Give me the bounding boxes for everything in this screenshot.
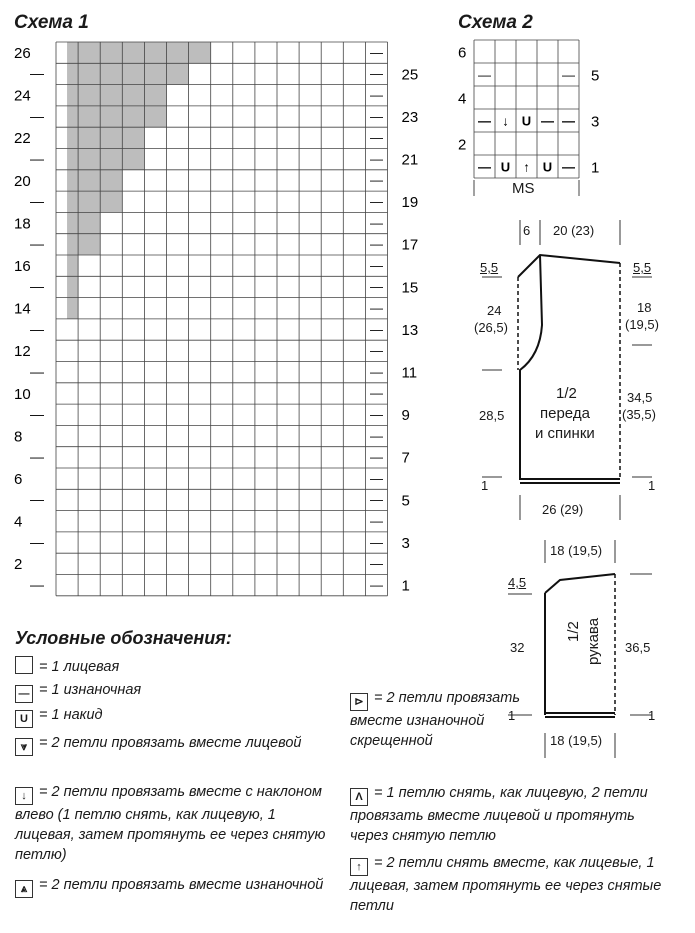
stitch-symbol: — xyxy=(478,159,491,175)
purl-cell: — xyxy=(369,449,383,465)
row-label: 2 xyxy=(458,136,467,154)
svg-text:—: — xyxy=(29,320,44,337)
front-right-18-alt: (19,5) xyxy=(625,317,659,332)
stitch-symbol: ↓ xyxy=(502,113,509,129)
front-right-34-5: 34,5 xyxy=(627,390,653,405)
purl-cell: — xyxy=(369,279,383,295)
front-left-24-alt: (26,5) xyxy=(474,320,508,335)
row-label: 16 xyxy=(14,257,31,275)
legend-p2tog: ⩓ = 2 петли провязать вместе изнаночной xyxy=(15,875,335,898)
row-label: 12 xyxy=(14,343,31,361)
row-label: 14 xyxy=(14,300,31,318)
front-top-6: 6 xyxy=(523,223,531,238)
scheme1-title: Схема 1 xyxy=(14,12,89,33)
front-center-2: переда xyxy=(540,405,590,422)
row-label: 20 xyxy=(14,172,31,190)
svg-text:—: — xyxy=(29,448,44,465)
sk2p-icon: Λ xyxy=(350,788,368,806)
front-bottom-left-1: 1 xyxy=(481,478,489,493)
legend-ssk: ↓ = 2 петли провязать вместе с наклоном влево (1 петлю снять, как лицевую, 1 лицевая, затем протянуть ее через снятую петлю) xyxy=(15,784,326,863)
row-label: 24 xyxy=(14,87,31,105)
scheme2-title: Схема 2 xyxy=(458,12,533,33)
stitch-symbol: ↑ xyxy=(523,159,530,175)
front-left-28-5: 28,5 xyxy=(479,408,505,423)
front-right-18: 18 xyxy=(637,300,652,315)
purl-cell: — xyxy=(369,44,383,60)
purl-cell: — xyxy=(369,66,383,82)
row-label: 1 xyxy=(591,159,600,177)
purl-cell: — xyxy=(369,257,383,273)
row-label: 10 xyxy=(14,385,31,403)
purl-cell: — xyxy=(369,300,383,316)
row-label: 11 xyxy=(401,364,418,382)
purl-cell: — xyxy=(369,428,383,444)
legend-yo: U = 1 накид xyxy=(15,705,335,728)
purl-cell: — xyxy=(369,556,383,572)
purl-dash-icon: — xyxy=(15,685,33,703)
front-bottom-width: 26 (29) xyxy=(542,502,584,517)
front-bottom-right-1: 1 xyxy=(648,478,656,493)
svg-text:—: — xyxy=(29,406,44,423)
row-label: 23 xyxy=(401,108,419,126)
sleeve-top-width: 18 (19,5) xyxy=(550,543,603,558)
sleeve-bottom-left-1: 1 xyxy=(508,708,516,723)
purl-cell: — xyxy=(369,407,383,423)
row-label: 26 xyxy=(14,44,31,62)
svg-text:—: — xyxy=(29,278,44,295)
yarn-over-icon: U xyxy=(15,710,33,728)
svg-text:—: — xyxy=(29,576,44,593)
front-right-5-5: 5,5 xyxy=(633,260,652,275)
row-label: 6 xyxy=(458,44,467,62)
stitch-symbol: — xyxy=(541,113,554,129)
front-schematic xyxy=(470,215,690,525)
svg-text:—: — xyxy=(29,491,44,508)
row-label: 19 xyxy=(401,194,419,212)
row-label: 4 xyxy=(14,513,23,531)
svg-text:—: — xyxy=(29,533,44,550)
sleeve-bottom-right-1: 1 xyxy=(648,708,656,723)
purl-cell: — xyxy=(369,513,383,529)
row-label: 17 xyxy=(401,236,419,254)
front-center-1: 1/2 xyxy=(556,385,577,402)
purl-cell: — xyxy=(369,492,383,508)
row-label: 4 xyxy=(458,90,467,108)
purl-cell: — xyxy=(369,236,383,252)
legend-k2tog: ⩔ = 2 петли провязать вместе лицевой xyxy=(15,733,335,756)
purl-cell: — xyxy=(369,108,383,124)
purl-cell: — xyxy=(369,194,383,210)
svg-text:—: — xyxy=(29,193,44,210)
k2tog-icon: ⩔ xyxy=(15,738,33,756)
purl-cell: — xyxy=(369,151,383,167)
svg-text:—: — xyxy=(29,65,44,82)
purl-cell: — xyxy=(369,172,383,188)
purl-cell: — xyxy=(369,534,383,550)
legend-knit: = 1 лицевая xyxy=(15,656,335,677)
row-label: 22 xyxy=(14,130,31,148)
stitch-symbol: U xyxy=(542,159,553,175)
front-left-24: 24 xyxy=(487,303,502,318)
purl-cell: — xyxy=(478,67,491,83)
p2tog-icon: ⩓ xyxy=(15,880,33,898)
purl-cell: — xyxy=(369,87,383,103)
scheme2-chart xyxy=(452,38,600,198)
row-label: 3 xyxy=(401,534,410,552)
stitch-symbol: — xyxy=(478,113,491,129)
svg-text:—: — xyxy=(29,363,44,380)
purl-cell: — xyxy=(369,343,383,359)
row-label: 9 xyxy=(401,407,410,425)
row-label: 15 xyxy=(401,279,419,297)
legend-sk2p: Λ = 1 петлю снять, как лицевую, 2 петли провязать вместе лицевой и протянуть через снятую петлю xyxy=(350,785,648,844)
row-label: 2 xyxy=(14,556,23,574)
p2tog-tbl-icon: ⊳ xyxy=(350,693,368,711)
row-label: 3 xyxy=(591,113,600,131)
row-label: 8 xyxy=(14,428,23,446)
row-label: 18 xyxy=(14,215,31,233)
row-label: 6 xyxy=(14,470,23,488)
row-label: 21 xyxy=(401,151,419,169)
scheme1-chart xyxy=(8,38,438,598)
ms-label: MS xyxy=(512,180,535,197)
stitch-symbol: — xyxy=(562,159,575,175)
purl-cell: — xyxy=(369,321,383,337)
svg-text:—: — xyxy=(29,235,44,252)
stitch-symbol: U xyxy=(521,113,532,129)
sleeve-left-32: 32 xyxy=(510,640,525,655)
ssk-icon: ↓ xyxy=(15,787,33,805)
purl-cell: — xyxy=(369,215,383,231)
legend-title: Условные обозначения: xyxy=(15,628,232,648)
legend-p2tog-tbl: ⊳ = 2 петли провязать вместе изнаночной скрещенной xyxy=(350,690,520,749)
row-label: 13 xyxy=(401,321,419,339)
row-label: 1 xyxy=(401,577,410,595)
legend-s2kp: ↑ = 2 петли снять вместе, как лицевые, 1 лицевая, затем протянуть ее через снятые петли xyxy=(350,855,662,914)
purl-cell: — xyxy=(369,130,383,146)
sleeve-left-4-5: 4,5 xyxy=(508,575,527,590)
purl-cell: — xyxy=(369,385,383,401)
svg-text:—: — xyxy=(29,150,44,167)
row-label: 5 xyxy=(401,492,410,510)
knit-square-icon xyxy=(15,656,33,674)
front-center-3: и спинки xyxy=(535,425,595,442)
front-top-20: 20 (23) xyxy=(553,223,595,238)
legend-purl: — = 1 изнаночная xyxy=(15,680,335,703)
purl-cell: — xyxy=(369,364,383,380)
stitch-symbol: U xyxy=(500,159,511,175)
s2kp-icon: ↑ xyxy=(350,858,368,876)
sleeve-center-2: рукава xyxy=(585,617,602,665)
purl-cell: — xyxy=(369,470,383,486)
sleeve-right-36-5: 36,5 xyxy=(625,640,651,655)
stitch-symbol: — xyxy=(562,113,575,129)
sleeve-bottom-width: 18 (19,5) xyxy=(550,733,603,748)
row-label: 5 xyxy=(591,67,600,85)
front-right-34-5-alt: (35,5) xyxy=(622,407,656,422)
row-label: 25 xyxy=(401,66,419,84)
svg-text:—: — xyxy=(29,107,44,124)
row-label: 7 xyxy=(401,449,410,467)
purl-cell: — xyxy=(369,577,383,593)
purl-cell: — xyxy=(562,67,575,83)
front-left-5-5: 5,5 xyxy=(480,260,499,275)
sleeve-center-1: 1/2 xyxy=(565,621,582,642)
